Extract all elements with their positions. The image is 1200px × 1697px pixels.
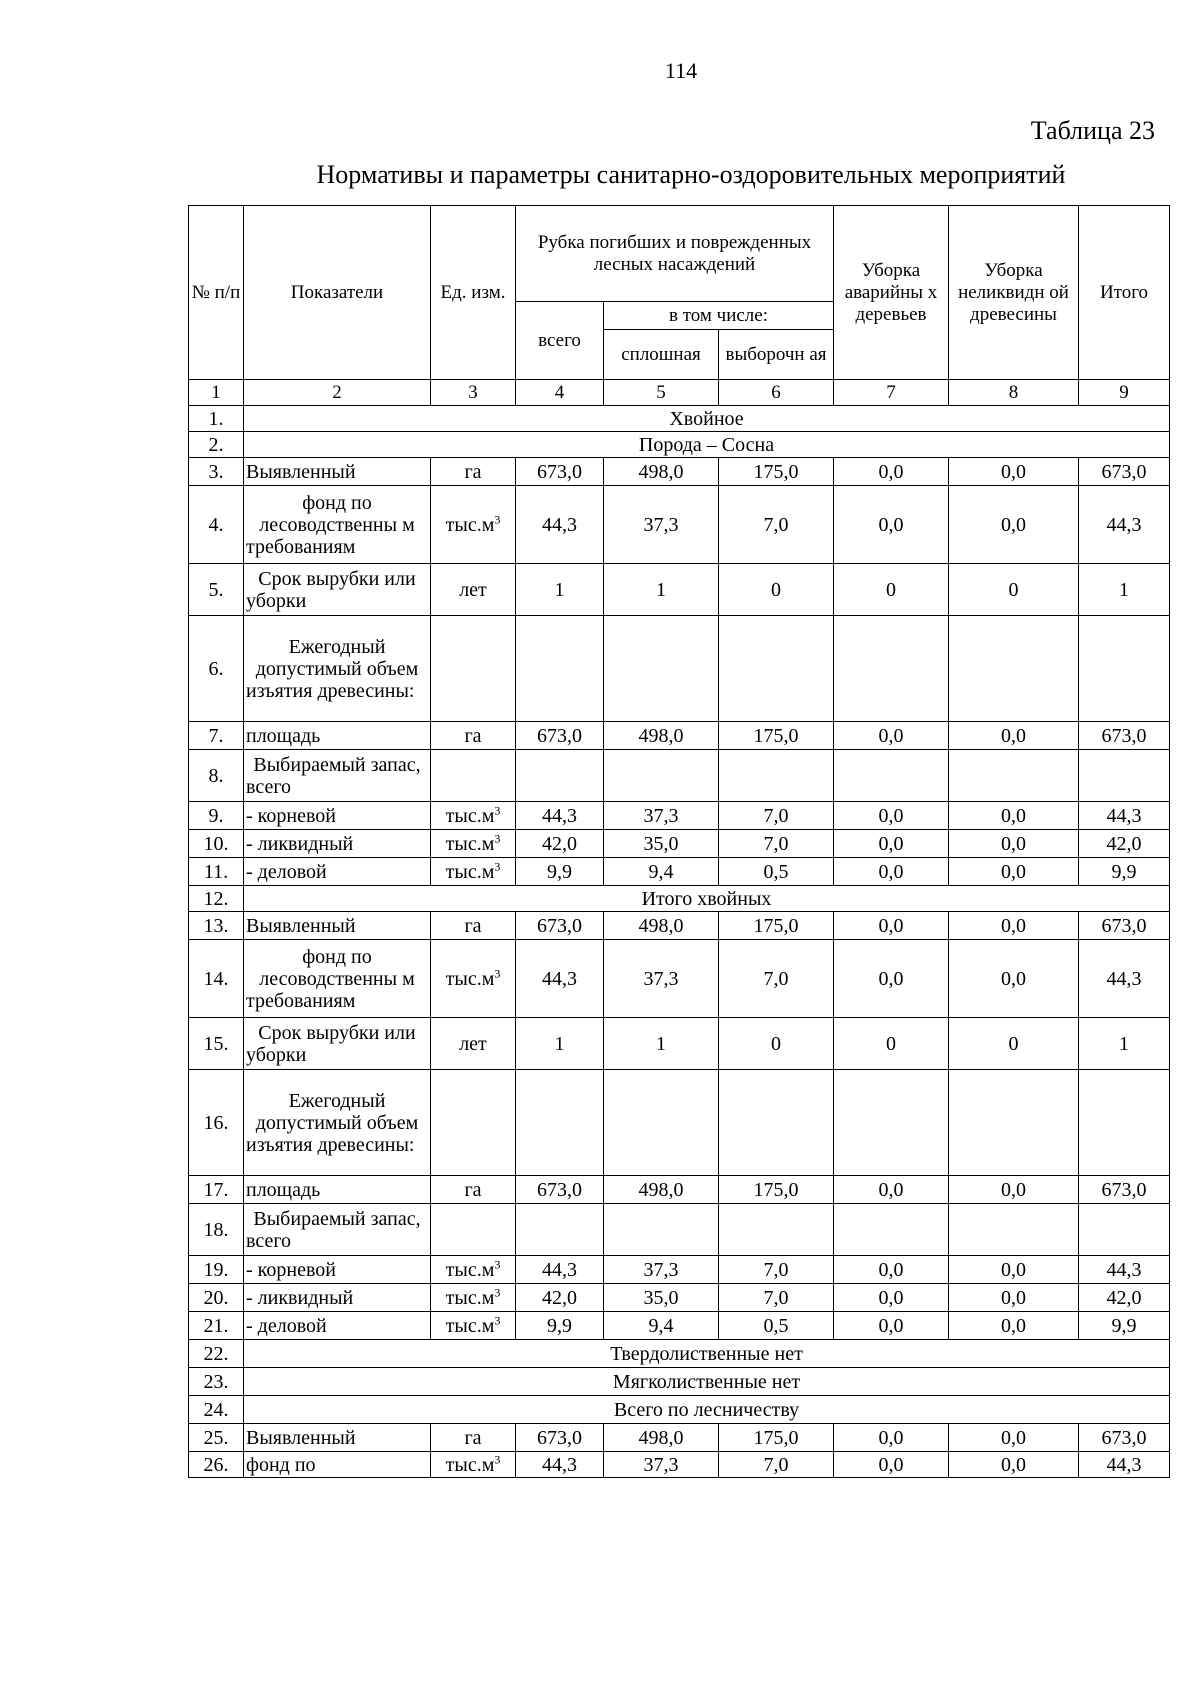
unit-cell <box>431 940 516 1018</box>
unit-text: га <box>464 724 482 747</box>
unit-cell <box>431 858 516 886</box>
value-cell: 44,3 <box>516 1256 604 1284</box>
unit-cell <box>431 486 516 564</box>
unit-cell <box>431 1204 516 1256</box>
value-cell <box>834 616 949 722</box>
value-cell: 0,0 <box>949 1312 1079 1340</box>
cube-superscript: 3 <box>494 1256 501 1271</box>
value-cell: 673,0 <box>516 458 604 486</box>
table-row <box>189 1176 1170 1204</box>
indicator-cell: фонд по лесоводственны м требованиям <box>244 940 431 1018</box>
value-cell: 37,3 <box>604 486 719 564</box>
value-cell: 175,0 <box>719 1424 834 1452</box>
table-row <box>189 750 1170 802</box>
value-cell <box>516 750 604 802</box>
value-cell: 0,0 <box>949 858 1079 886</box>
unit-text: тыс.м <box>445 804 495 827</box>
unit-cell <box>431 1424 516 1452</box>
value-cell: 42,0 <box>1079 830 1170 858</box>
indicator-cell: - корневой <box>244 802 431 830</box>
cube-superscript: 3 <box>494 858 501 873</box>
column-number-row <box>189 380 1170 406</box>
unit-cell <box>431 1312 516 1340</box>
indicator-cell: Срок вырубки или уборки <box>244 1018 431 1070</box>
value-cell <box>949 1070 1079 1176</box>
value-cell: 0,0 <box>834 940 949 1018</box>
table-row <box>189 1312 1170 1340</box>
value-cell: 175,0 <box>719 722 834 750</box>
indicator-cell: Ежегодный допустимый объем изъятия древесины: <box>244 616 431 722</box>
value-cell: 9,9 <box>516 858 604 886</box>
row-number: 6. <box>189 616 244 722</box>
value-cell: 44,3 <box>1079 1452 1170 1478</box>
section-title: Порода – Сосна <box>244 432 1170 458</box>
indicator-cell: площадь <box>244 722 431 750</box>
value-cell: 42,0 <box>516 1284 604 1312</box>
table-row <box>189 486 1170 564</box>
row-number: 3. <box>189 458 244 486</box>
value-cell: 0,0 <box>834 486 949 564</box>
table-row <box>189 912 1170 940</box>
unit-cell <box>431 722 516 750</box>
value-cell: 1 <box>1079 1018 1170 1070</box>
value-cell: 7,0 <box>719 940 834 1018</box>
unit-text: га <box>464 1426 482 1449</box>
value-cell: 498,0 <box>604 1176 719 1204</box>
value-cell <box>834 1070 949 1176</box>
unit-text: тыс.м <box>445 1453 495 1476</box>
value-cell: 1 <box>516 1018 604 1070</box>
value-cell <box>604 1204 719 1256</box>
indicator-cell: площадь <box>244 1176 431 1204</box>
value-cell <box>1079 1204 1170 1256</box>
value-cell: 7,0 <box>719 830 834 858</box>
value-cell: 0,0 <box>949 830 1079 858</box>
value-cell: 1 <box>516 564 604 616</box>
row-number: 14. <box>189 940 244 1018</box>
value-cell: 44,3 <box>1079 940 1170 1018</box>
table-label: Таблица 23 <box>1030 116 1155 145</box>
value-cell: 7,0 <box>719 802 834 830</box>
unit-cell <box>431 750 516 802</box>
indicator-cell: Выбираемый запас, всего <box>244 750 431 802</box>
value-cell: 0,5 <box>719 858 834 886</box>
row-number: 8. <box>189 750 244 802</box>
header-num: № п/п <box>189 206 244 380</box>
value-cell: 44,3 <box>516 940 604 1018</box>
unit-cell <box>431 1018 516 1070</box>
value-cell: 0,0 <box>949 802 1079 830</box>
value-cell: 673,0 <box>516 912 604 940</box>
unit-text: га <box>464 460 482 483</box>
unit-cell <box>431 1256 516 1284</box>
column-number: 2 <box>244 380 431 406</box>
value-cell <box>516 616 604 722</box>
row-number: 9. <box>189 802 244 830</box>
table-row <box>189 1452 1170 1478</box>
header-unit: Ед. изм. <box>431 206 516 380</box>
unit-text: лет <box>459 578 487 601</box>
value-cell: 44,3 <box>1079 486 1170 564</box>
value-cell: 37,3 <box>604 1452 719 1478</box>
row-number: 12. <box>189 886 244 912</box>
header-total: всего <box>516 302 604 380</box>
cube-superscript: 3 <box>494 1284 501 1299</box>
table-row <box>189 616 1170 722</box>
value-cell: 1 <box>604 564 719 616</box>
cube-superscript: 3 <box>494 511 501 526</box>
value-cell <box>516 1070 604 1176</box>
column-number: 9 <box>1079 380 1170 406</box>
table-row <box>189 830 1170 858</box>
section-title: Хвойное <box>244 406 1170 432</box>
value-cell: 37,3 <box>604 1256 719 1284</box>
cube-superscript: 3 <box>494 965 501 980</box>
row-number: 2. <box>189 432 244 458</box>
table-row <box>189 1018 1170 1070</box>
value-cell: 0,0 <box>834 1256 949 1284</box>
column-number: 4 <box>516 380 604 406</box>
value-cell: 0,0 <box>834 1284 949 1312</box>
table-row <box>189 802 1170 830</box>
value-cell <box>516 1204 604 1256</box>
value-cell: 44,3 <box>516 802 604 830</box>
value-cell <box>834 750 949 802</box>
table-row <box>189 1070 1170 1176</box>
unit-cell <box>431 802 516 830</box>
row-number: 15. <box>189 1018 244 1070</box>
row-number: 7. <box>189 722 244 750</box>
indicator-cell: - ликвидный <box>244 830 431 858</box>
value-cell <box>604 616 719 722</box>
indicator-cell: Выявленный <box>244 458 431 486</box>
value-cell: 498,0 <box>604 722 719 750</box>
value-cell: 35,0 <box>604 830 719 858</box>
unit-text: тыс.м <box>445 1258 495 1281</box>
value-cell: 498,0 <box>604 458 719 486</box>
unit-cell <box>431 830 516 858</box>
row-number: 19. <box>189 1256 244 1284</box>
row-number: 22. <box>189 1340 244 1368</box>
value-cell: 0,0 <box>949 1256 1079 1284</box>
column-number: 1 <box>189 380 244 406</box>
value-cell: 35,0 <box>604 1284 719 1312</box>
value-cell: 0,0 <box>834 802 949 830</box>
value-cell: 0,0 <box>834 1176 949 1204</box>
value-cell: 0,0 <box>834 458 949 486</box>
value-cell: 0,0 <box>949 1424 1079 1452</box>
value-cell: 0,0 <box>949 1452 1079 1478</box>
value-cell: 7,0 <box>719 1452 834 1478</box>
cube-superscript: 3 <box>494 1451 501 1466</box>
row-number: 21. <box>189 1312 244 1340</box>
header-illiquid: Уборка неликвидн ой древесины <box>949 206 1079 380</box>
unit-cell <box>431 1070 516 1176</box>
value-cell: 9,4 <box>604 1312 719 1340</box>
value-cell <box>719 1070 834 1176</box>
section-title: Итого хвойных <box>244 886 1170 912</box>
header-selective: выборочн ая <box>719 330 834 380</box>
value-cell <box>949 1204 1079 1256</box>
value-cell <box>719 616 834 722</box>
indicator-cell: - ликвидный <box>244 1284 431 1312</box>
sanitary-measures-table <box>188 205 1170 1478</box>
header-emergency: Уборка аварийны х деревьев <box>834 206 949 380</box>
value-cell: 44,3 <box>1079 1256 1170 1284</box>
value-cell: 673,0 <box>516 722 604 750</box>
unit-text: лет <box>459 1032 487 1055</box>
indicator-cell: Выбираемый запас, всего <box>244 1204 431 1256</box>
unit-cell <box>431 458 516 486</box>
table-row <box>189 458 1170 486</box>
row-number: 17. <box>189 1176 244 1204</box>
value-cell: 673,0 <box>1079 912 1170 940</box>
table-row <box>189 722 1170 750</box>
cube-superscript: 3 <box>494 1312 501 1327</box>
value-cell: 37,3 <box>604 940 719 1018</box>
value-cell: 0 <box>834 1018 949 1070</box>
row-number: 23. <box>189 1368 244 1396</box>
row-number: 4. <box>189 486 244 564</box>
value-cell: 44,3 <box>1079 802 1170 830</box>
header-itogo: Итого <box>1079 206 1170 380</box>
header-felling-group: Рубка погибших и поврежденных лесных насаждений <box>516 206 834 302</box>
indicator-cell: Срок вырубки или уборки <box>244 564 431 616</box>
value-cell: 498,0 <box>604 1424 719 1452</box>
value-cell: 175,0 <box>719 458 834 486</box>
value-cell: 0 <box>719 1018 834 1070</box>
cube-superscript: 3 <box>494 802 501 817</box>
value-cell <box>719 750 834 802</box>
value-cell: 9,9 <box>516 1312 604 1340</box>
value-cell: 673,0 <box>1079 722 1170 750</box>
section-row <box>189 1396 1170 1424</box>
value-cell: 9,9 <box>1079 1312 1170 1340</box>
unit-text: тыс.м <box>445 967 495 990</box>
value-cell: 0,0 <box>834 1424 949 1452</box>
table-row <box>189 1256 1170 1284</box>
value-cell: 0,0 <box>834 1452 949 1478</box>
table-row <box>189 1424 1170 1452</box>
value-cell <box>1079 616 1170 722</box>
value-cell <box>949 616 1079 722</box>
section-title: Твердолиственные нет <box>244 1340 1170 1368</box>
row-number: 13. <box>189 912 244 940</box>
row-number: 11. <box>189 858 244 886</box>
value-cell: 0 <box>949 1018 1079 1070</box>
unit-text: тыс.м <box>445 1314 495 1337</box>
header-clear: сплошная <box>604 330 719 380</box>
table-row <box>189 858 1170 886</box>
unit-cell <box>431 616 516 722</box>
section-title: Мягколиственные нет <box>244 1368 1170 1396</box>
value-cell: 673,0 <box>1079 1176 1170 1204</box>
section-row <box>189 1340 1170 1368</box>
indicator-cell: Ежегодный допустимый объем изъятия древесины: <box>244 1070 431 1176</box>
row-number: 5. <box>189 564 244 616</box>
value-cell: 42,0 <box>1079 1284 1170 1312</box>
value-cell: 0,0 <box>949 940 1079 1018</box>
section-row <box>189 886 1170 912</box>
table-row <box>189 940 1170 1018</box>
value-cell: 0,0 <box>834 912 949 940</box>
row-number: 1. <box>189 406 244 432</box>
value-cell: 673,0 <box>516 1424 604 1452</box>
value-cell: 498,0 <box>604 912 719 940</box>
value-cell: 0,0 <box>834 830 949 858</box>
value-cell: 7,0 <box>719 486 834 564</box>
value-cell: 0,0 <box>949 912 1079 940</box>
value-cell: 0,0 <box>949 1284 1079 1312</box>
section-row <box>189 432 1170 458</box>
value-cell: 1 <box>604 1018 719 1070</box>
table-row <box>189 1204 1170 1256</box>
value-cell <box>604 750 719 802</box>
table-title: Нормативы и параметры санитарно-оздоровительных мероприятий <box>316 160 1066 189</box>
value-cell <box>1079 1070 1170 1176</box>
value-cell <box>604 1070 719 1176</box>
indicator-cell: - корневой <box>244 1256 431 1284</box>
value-cell: 9,4 <box>604 858 719 886</box>
indicator-cell: Выявленный <box>244 1424 431 1452</box>
header-indicator: Показатели <box>244 206 431 380</box>
value-cell <box>719 1204 834 1256</box>
unit-cell <box>431 564 516 616</box>
cube-superscript: 3 <box>494 830 501 845</box>
value-cell: 0,0 <box>949 722 1079 750</box>
value-cell: 0,0 <box>834 1312 949 1340</box>
value-cell: 0,0 <box>834 722 949 750</box>
indicator-cell: - деловой <box>244 1312 431 1340</box>
column-number: 7 <box>834 380 949 406</box>
unit-text: тыс.м <box>445 832 495 855</box>
value-cell: 673,0 <box>516 1176 604 1204</box>
unit-cell <box>431 912 516 940</box>
unit-text: тыс.м <box>445 513 495 536</box>
row-number: 24. <box>189 1396 244 1424</box>
value-cell: 0,5 <box>719 1312 834 1340</box>
value-cell: 0,0 <box>834 858 949 886</box>
section-title: Всего по лесничеству <box>244 1396 1170 1424</box>
value-cell: 0 <box>719 564 834 616</box>
value-cell <box>834 1204 949 1256</box>
section-row <box>189 1368 1170 1396</box>
unit-cell <box>431 1176 516 1204</box>
indicator-cell: - деловой <box>244 858 431 886</box>
table-row <box>189 1284 1170 1312</box>
value-cell: 37,3 <box>604 802 719 830</box>
value-cell: 7,0 <box>719 1256 834 1284</box>
value-cell: 0,0 <box>949 458 1079 486</box>
value-cell: 673,0 <box>1079 458 1170 486</box>
value-cell: 9,9 <box>1079 858 1170 886</box>
row-number: 16. <box>189 1070 244 1176</box>
value-cell: 0 <box>949 564 1079 616</box>
value-cell: 0,0 <box>949 486 1079 564</box>
value-cell: 7,0 <box>719 1284 834 1312</box>
row-number: 25. <box>189 1424 244 1452</box>
value-cell: 0,0 <box>949 1176 1079 1204</box>
row-number: 20. <box>189 1284 244 1312</box>
header-including: в том числе: <box>604 302 834 330</box>
value-cell: 0 <box>834 564 949 616</box>
unit-text: тыс.м <box>445 1286 495 1309</box>
page-number: 114 <box>664 58 698 83</box>
value-cell: 44,3 <box>516 1452 604 1478</box>
value-cell: 1 <box>1079 564 1170 616</box>
section-row <box>189 406 1170 432</box>
row-number: 18. <box>189 1204 244 1256</box>
value-cell <box>1079 750 1170 802</box>
column-number: 3 <box>431 380 516 406</box>
table-row <box>189 564 1170 616</box>
unit-text: тыс.м <box>445 860 495 883</box>
value-cell: 175,0 <box>719 1176 834 1204</box>
indicator-cell: фонд по лесоводственны м требованиям <box>244 486 431 564</box>
value-cell: 175,0 <box>719 912 834 940</box>
indicator-cell: Выявленный <box>244 912 431 940</box>
value-cell: 42,0 <box>516 830 604 858</box>
column-number: 8 <box>949 380 1079 406</box>
value-cell: 673,0 <box>1079 1424 1170 1452</box>
unit-text: га <box>464 914 482 937</box>
column-number: 5 <box>604 380 719 406</box>
column-number: 6 <box>719 380 834 406</box>
indicator-cell: фонд по <box>244 1452 431 1478</box>
row-number: 10. <box>189 830 244 858</box>
table-body <box>189 406 1170 1478</box>
unit-cell <box>431 1284 516 1312</box>
row-number: 26. <box>189 1452 244 1478</box>
unit-text: га <box>464 1178 482 1201</box>
unit-cell <box>431 1452 516 1478</box>
value-cell <box>949 750 1079 802</box>
value-cell: 44,3 <box>516 486 604 564</box>
